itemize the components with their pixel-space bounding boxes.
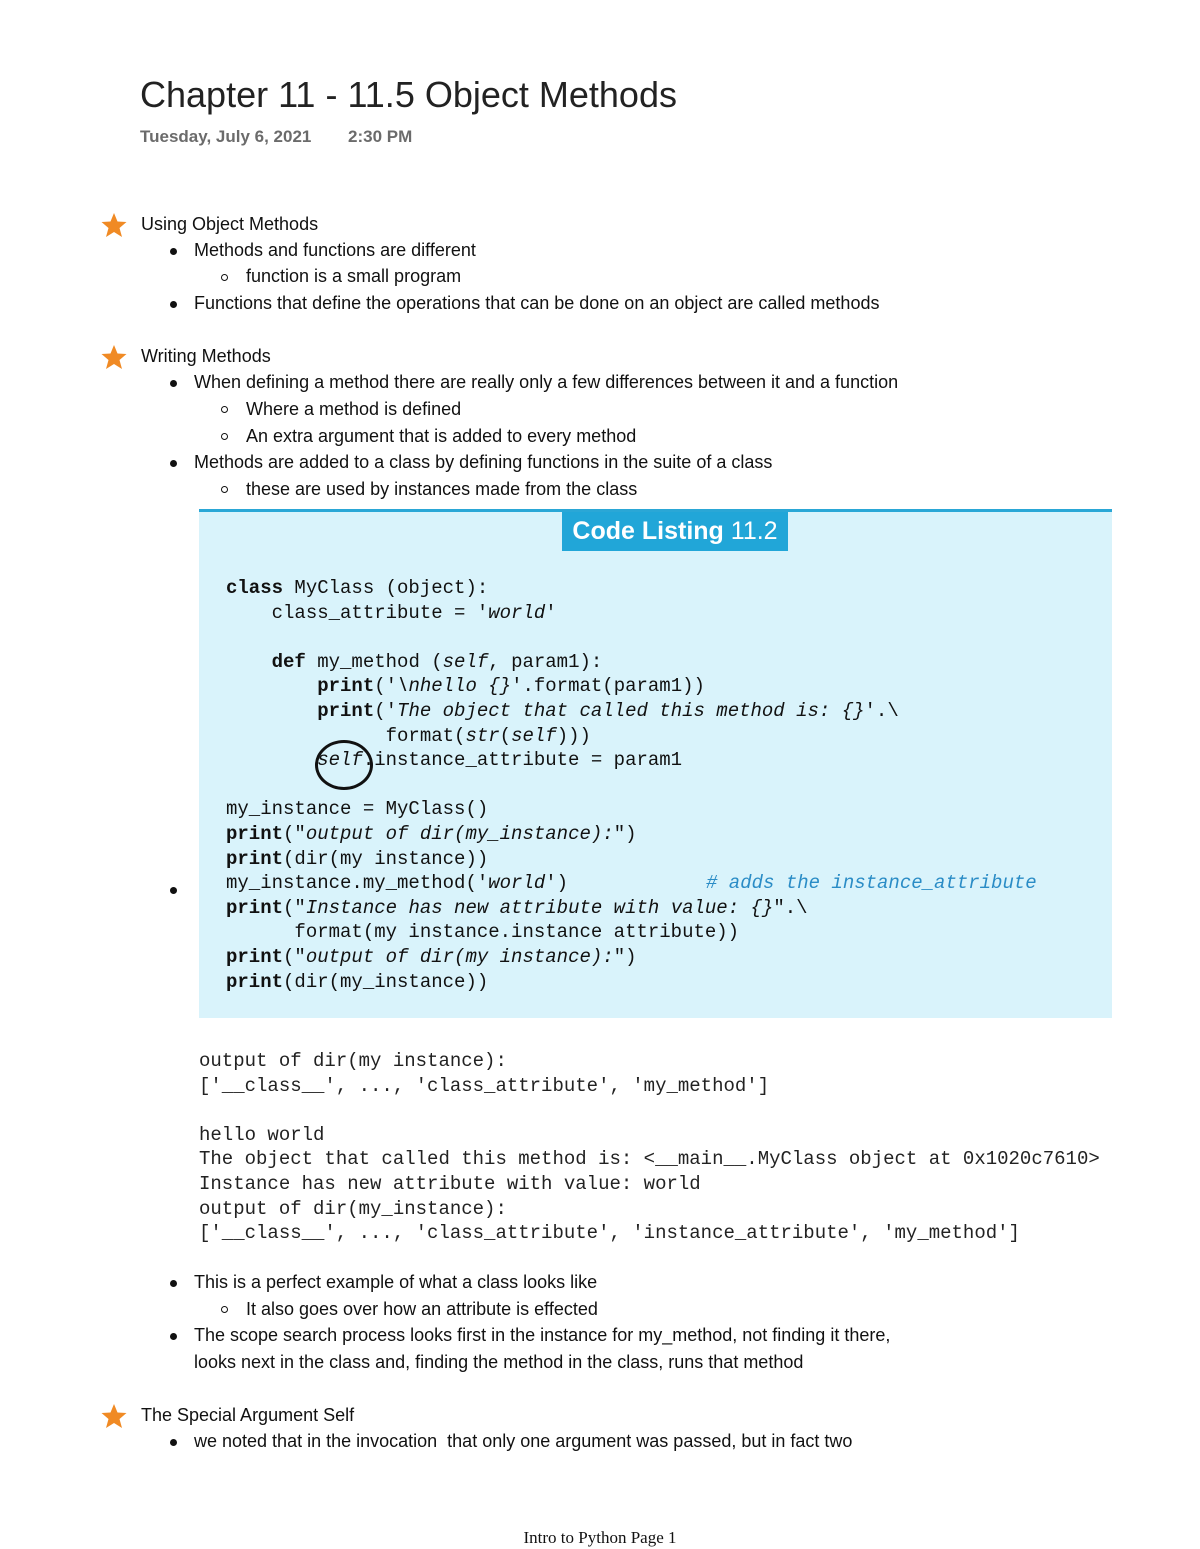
bullet: [170, 1280, 177, 1287]
page-title: Chapter 11 - 11.5 Object Methods: [140, 74, 677, 115]
sub-bullet: [221, 486, 228, 493]
code-comment: # adds the instance_attribute: [706, 872, 1037, 894]
output-line: ['__class__', ..., 'class_attribute', 'my_method']: [199, 1074, 770, 1097]
output-line: ['__class__', ..., 'class_attribute', 'instance_attribute', 'my_method']: [199, 1222, 1020, 1245]
bullet: [170, 248, 177, 255]
sub-bullet: [221, 406, 228, 413]
list-item: we noted that in the invocation that only one argument was passed, but in fact two: [194, 1431, 853, 1451]
star-icon: [101, 1403, 127, 1429]
output-line: hello world: [199, 1123, 325, 1146]
list-item: these are used by instances made from the class: [246, 479, 638, 499]
bullet: [170, 887, 177, 894]
list-item: The scope search process looks first in the instance for my_method, not finding it there,: [194, 1325, 891, 1345]
bullet: [170, 380, 177, 387]
section-heading-writing-methods: Writing Methods: [141, 346, 271, 366]
list-item: function is a small program: [246, 266, 462, 286]
sub-bullet: [221, 1306, 228, 1313]
output-line: output of dir(my_instance):: [199, 1197, 507, 1220]
section-heading-special-argument-self: The Special Argument Self: [141, 1405, 355, 1425]
self-highlight-circle: [315, 740, 373, 790]
page-date: Tuesday, July 6, 2021: [140, 127, 312, 146]
bullet: [170, 301, 177, 308]
sub-bullet: [221, 274, 228, 281]
bullet: [170, 1439, 177, 1446]
code-listing-banner: [562, 512, 788, 551]
program-output: [199, 1049, 1100, 1246]
list-item: This is a perfect example of what a class looks like: [194, 1272, 598, 1292]
code-listing-number: 11.2: [730, 517, 778, 545]
list-item: Methods are added to a class by defining functions in the suite of a class: [194, 452, 773, 472]
output-line: The object that called this method is: <__main__.MyClass object at 0x1020c7610>: [199, 1148, 1100, 1171]
star-icon: [101, 344, 127, 370]
page-time: 2:30 PM: [348, 127, 413, 146]
list-item-continuation: looks next in the class and, finding the method in the class, runs that method: [194, 1352, 804, 1372]
star-icon: [101, 212, 127, 238]
sub-bullet: [221, 433, 228, 440]
list-item: Where a method is defined: [246, 399, 462, 419]
list-item: When defining a method there are really only a few differences between it and a function: [194, 372, 899, 392]
bullet: [170, 460, 177, 467]
code-block: class MyClass (object): class_attribute = 'world' def my_method (self, param1): print('\nhello {}'.format(param1)) print('The object that called this method is: {}'.\ format(str(self))) self.instance_attribute = param1 my_instance = MyClass() print("output of dir(my_instance):") print(dir(my instance)) my_instance.my_method('world') print("Instance has new attribute with value: {}".\ format(my instance.instance attribute)) print("output of dir(my instance):") print(dir(my_instance)): [226, 577, 899, 993]
list-item: An extra argument that is added to every method: [246, 426, 637, 446]
page-footer: Intro to Python Page 1: [523, 1528, 677, 1547]
list-item: It also goes over how an attribute is effected: [246, 1299, 598, 1319]
list-item: Functions that define the operations that can be done on an object are called methods: [194, 293, 880, 313]
section-heading-using-object-methods: Using Object Methods: [141, 214, 319, 234]
output-line: output of dir(my instance):: [199, 1050, 507, 1072]
list-item: Methods and functions are different: [194, 240, 476, 260]
code-listing-label: Code Listing: [572, 517, 724, 545]
output-line: Instance has new attribute with value: world: [199, 1172, 701, 1195]
bullet: [170, 1333, 177, 1340]
